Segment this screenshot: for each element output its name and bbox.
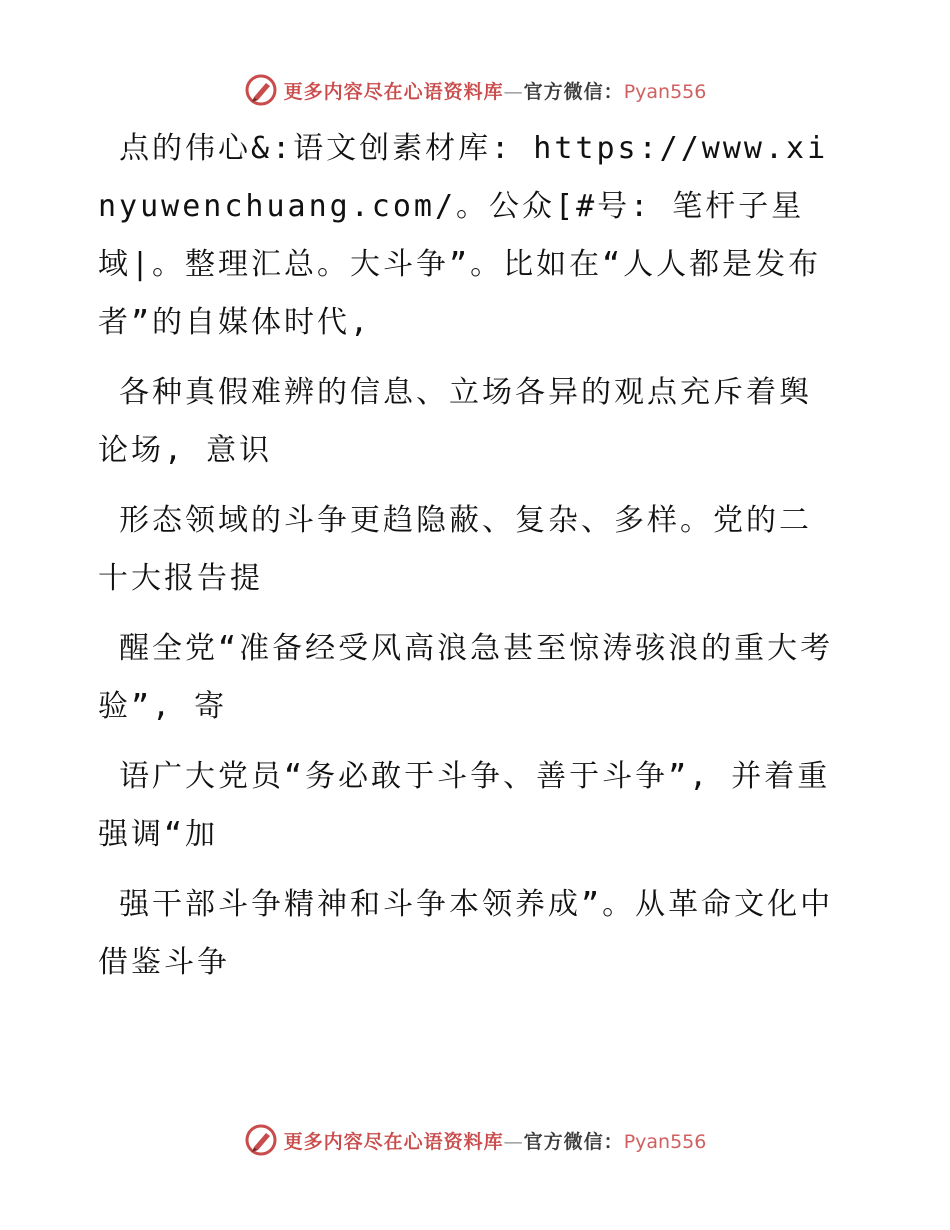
header-wechat-id: Pyan556: [623, 80, 707, 103]
paragraph-2: 各种真假难辨的信息、立场各异的观点充斥着舆论场, 意识: [98, 375, 813, 468]
header-banner-text: [284, 77, 707, 104]
footer-banner-text: [284, 1127, 707, 1154]
footer-wechat-id: Pyan556: [623, 1130, 707, 1153]
footer-banner: [0, 1120, 950, 1160]
paragraph-3: 形态领域的斗争更趋隐蔽、复杂、多样。党的二十大报告提: [98, 503, 813, 596]
footer-brand-text: 更多内容尽在心语资料库: [283, 1130, 504, 1153]
pen-logo-icon: [244, 73, 278, 107]
header-banner: [0, 70, 950, 110]
header-separator: —: [503, 80, 524, 103]
header-official-text: 官方微信：: [523, 80, 624, 103]
document-body: [98, 120, 838, 1004]
footer-official-text: 官方微信：: [523, 1130, 624, 1153]
pen-logo-icon: [244, 1123, 278, 1157]
paragraph-6: 强干部斗争精神和斗争本领养成”。从革命文化中借鉴斗争: [98, 887, 834, 980]
header-brand-text: 更多内容尽在心语资料库: [283, 80, 504, 103]
paragraph-5: 语广大党员“务必敢于斗争、善于斗争”, 并着重强调“加: [98, 759, 831, 852]
paragraph-1: 点的伟心&:语文创素材库: https://www.xinyuwenchuang.com/。公众[#号: 笔杆子星域|。整理汇总。大斗争”。比如在“人人都是发布者”的自媒体时代,: [98, 131, 829, 340]
footer-separator: —: [503, 1130, 524, 1153]
paragraph-4: 醒全党“准备经受风高浪急甚至惊涛骇浪的重大考验”, 寄: [98, 631, 834, 724]
